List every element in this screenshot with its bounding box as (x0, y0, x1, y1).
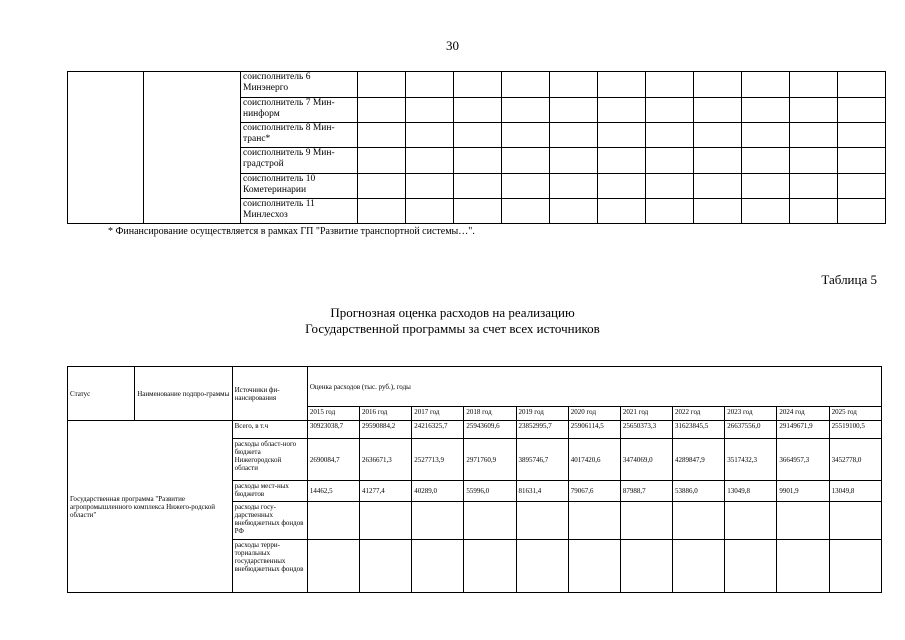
value-cell: 2527713,9 (412, 439, 464, 481)
year-header: 2025 год (829, 407, 881, 421)
header-row (68, 367, 882, 407)
value-cell: 2636671,3 (360, 439, 412, 481)
table-row (68, 72, 886, 98)
coexecutor-cell: соисполнитель 9 Мин-градстрой (241, 148, 358, 174)
table-row (68, 421, 882, 439)
value-cell: 3452778,0 (829, 439, 881, 481)
blank-cell (68, 72, 144, 224)
source-cell: расходы област-ного бюджета Нижегородской области (232, 439, 307, 481)
year-header: 2024 год (777, 407, 829, 421)
value-cell (777, 502, 829, 540)
value-cell (829, 540, 881, 593)
value-cell: 30923038,7 (307, 421, 359, 439)
value-cell: 4289847,9 (673, 439, 725, 481)
value-cell: 9901,9 (777, 481, 829, 502)
coexecutor-cell: соисполнитель 11 Минлесхоз (241, 199, 358, 224)
coexecutor-cell: соисполнитель 10 Кометеринарии (241, 174, 358, 199)
value-cell (307, 502, 359, 540)
title-line-1: Прогнозная оценка расходов на реализацию (330, 305, 575, 320)
value-cell: 25519100,5 (829, 421, 881, 439)
value-cell: 26637556,0 (725, 421, 777, 439)
value-cell (516, 540, 568, 593)
value-cell: 29149671,9 (777, 421, 829, 439)
header-subprogram-name: Наименование подпро-граммы (135, 367, 232, 421)
value-cell: 29590884,2 (360, 421, 412, 439)
value-cell: 13049,8 (829, 481, 881, 502)
source-cell: расходы терри-ториальных государственных внебюджетных фондов (232, 540, 307, 593)
value-cell (464, 502, 516, 540)
value-cell: 81631,4 (516, 481, 568, 502)
source-cell: Всего, в т.ч (232, 421, 307, 439)
value-cell (673, 502, 725, 540)
value-cell: 25943609,6 (464, 421, 516, 439)
value-cell: 14462,5 (307, 481, 359, 502)
value-cell: 24216325,7 (412, 421, 464, 439)
value-cell (829, 502, 881, 540)
footnote: * Финансирование осуществляется в рамках ГП "Развитие транспортной системы…". (108, 226, 475, 237)
value-cell: 31623845,5 (673, 421, 725, 439)
year-header: 2017 год (412, 407, 464, 421)
table-label: Таблица 5 (821, 272, 877, 287)
coexecutor-cell: соисполнитель 6 Минэнерго (241, 72, 358, 98)
source-cell: расходы госу-дарственных внебюджетных фондов РФ (232, 502, 307, 540)
value-cell: 87988,7 (620, 481, 672, 502)
value-cell (360, 502, 412, 540)
page-number: 30 (446, 38, 459, 53)
table-title (0, 305, 905, 337)
header-funding-source: Источники фи-нансирования (232, 367, 307, 421)
year-header: 2018 год (464, 407, 516, 421)
source-cell: расходы мест-ных бюджетов (232, 481, 307, 502)
year-header: 2022 год (673, 407, 725, 421)
value-cell (777, 540, 829, 593)
year-header: 2016 год (360, 407, 412, 421)
year-header: 2020 год (568, 407, 620, 421)
coexecutor-cell: соисполнитель 7 Мин-нинформ (241, 98, 358, 123)
blank-cell (144, 72, 241, 224)
program-name-cell: Государственная программа "Развитие агропромышленного комплекса Нижего-родской области" (68, 421, 233, 593)
value-cell: 23852995,7 (516, 421, 568, 439)
value-cell: 40289,0 (412, 481, 464, 502)
value-cell: 2690084,7 (307, 439, 359, 481)
header-status: Статус (68, 367, 135, 421)
header-estimate: Оценка расходов (тыс. руб.), годы (307, 367, 881, 407)
year-header: 2023 год (725, 407, 777, 421)
value-cell (620, 502, 672, 540)
value-cell (307, 540, 359, 593)
value-cell (568, 540, 620, 593)
value-cell: 13049,8 (725, 481, 777, 502)
value-cell (412, 502, 464, 540)
value-cell: 25650373,3 (620, 421, 672, 439)
value-cell: 53886,0 (673, 481, 725, 502)
year-header: 2019 год (516, 407, 568, 421)
value-cell (568, 502, 620, 540)
value-cell: 4017420,6 (568, 439, 620, 481)
value-cell: 3474069,0 (620, 439, 672, 481)
value-cell: 3895746,7 (516, 439, 568, 481)
value-cell (725, 502, 777, 540)
value-cell (516, 502, 568, 540)
value-cell: 3664957,3 (777, 439, 829, 481)
value-cell (620, 540, 672, 593)
value-cell: 3517432,3 (725, 439, 777, 481)
expense-forecast-table (67, 366, 882, 593)
value-cell: 2971760,9 (464, 439, 516, 481)
value-cell (464, 540, 516, 593)
value-cell (360, 540, 412, 593)
value-cell (673, 540, 725, 593)
value-cell: 25906114,5 (568, 421, 620, 439)
value-cell (725, 540, 777, 593)
value-cell (412, 540, 464, 593)
year-header: 2021 год (620, 407, 672, 421)
value-cell: 79067,6 (568, 481, 620, 502)
value-cell: 55996,0 (464, 481, 516, 502)
value-cell: 41277,4 (360, 481, 412, 502)
continuation-table (67, 71, 886, 224)
title-line-2: Государственной программы за счет всех источников (305, 321, 600, 336)
year-header: 2015 год (307, 407, 359, 421)
coexecutor-cell: соисполнитель 8 Мин-транс* (241, 123, 358, 148)
